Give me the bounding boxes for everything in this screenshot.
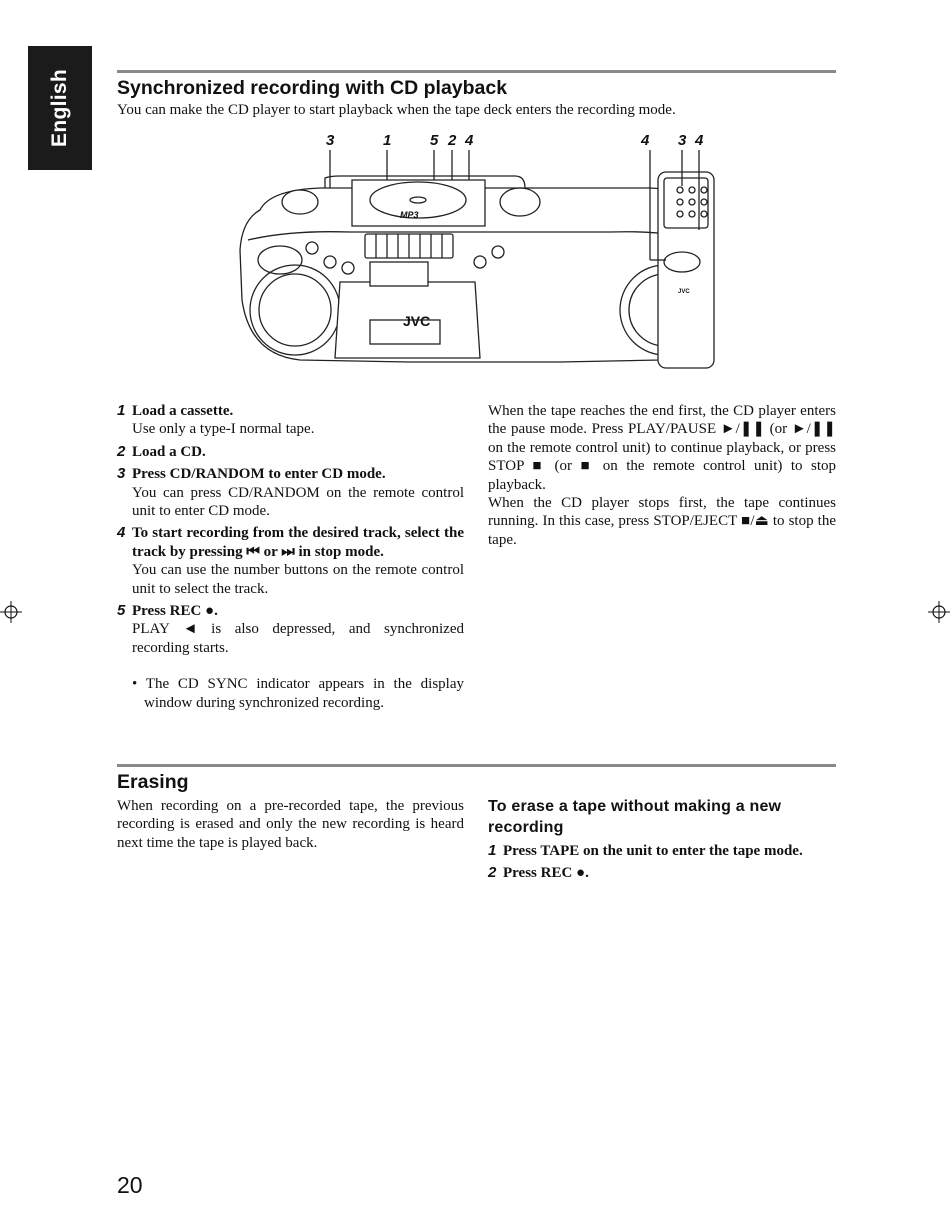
- section-divider-erasing: [117, 764, 836, 767]
- language-tab-label: English: [48, 69, 72, 147]
- mp3-label: MP3: [400, 210, 419, 220]
- steps-column: [117, 402, 464, 712]
- section-divider: [117, 70, 836, 73]
- registration-mark-right: [928, 601, 950, 623]
- callout-unit-3: 5: [430, 132, 439, 149]
- callout-remote-1: 4: [641, 132, 650, 149]
- callout-unit-4: 2: [448, 132, 457, 149]
- page-number: 20: [117, 1172, 143, 1198]
- boombox-and-remote-illustration: [230, 150, 730, 375]
- section-title-erasing: Erasing: [117, 771, 189, 793]
- erase-step-1: 1 Press TAPE on the unit to enter the tape mode.: [488, 842, 803, 859]
- cd-sync-note: • The CD SYNC indicator appears in the display window during synchronized recording.: [132, 676, 464, 711]
- tape-ends-first-paragraph: When the tape reaches the end first, the CD player enters the pause mode. Press PLAY/PAUSE ►/❚❚ (or ►/❚❚ on the remote control unit) to continue playback, or press STOP ■ (or ■ on the remote control unit) to stop playback.: [488, 403, 836, 493]
- registration-mark-left: [0, 601, 22, 623]
- erase-steps: [488, 842, 836, 887]
- step-5: 5 Press REC ●. PLAY ◄ is also depressed, and synchronized recording starts.: [117, 602, 464, 656]
- step-2: 2 Load a CD.: [117, 442, 206, 460]
- section-title-sync: Synchronized recording with CD playback: [117, 77, 508, 99]
- erasing-body: When recording on a pre-recorded tape, the previous recording is erased and only the new recording is heard next time the tape is played back.: [117, 798, 464, 851]
- right-column: [488, 402, 836, 549]
- cd-stops-first-paragraph: When the CD player stops first, the tape continues running. In this case, press STOP/EJECT ■/⏏ to stop the tape.: [488, 495, 836, 548]
- callout-remote-2: 3: [678, 132, 687, 149]
- step-1: 1 Load a cassette. Use only a type-I normal tape.: [117, 402, 315, 438]
- erase-step-2: 2 Press REC ●.: [488, 864, 589, 882]
- step-3: 3 Press CD/RANDOM to enter CD mode. You can press CD/RANDOM on the remote control unit to enter CD mode.: [117, 465, 464, 520]
- callout-remote-3: 4: [695, 132, 704, 149]
- step-4: 4 To start recording from the desired track, select the track by pressing ⏮ or ⏭ in stop mode. You can use the number buttons on the remote control unit to select the track.: [117, 524, 464, 597]
- callout-unit-2: 1: [383, 132, 392, 149]
- callout-unit-5: 4: [465, 132, 474, 149]
- callout-unit-1: 3: [326, 132, 335, 149]
- remote-logo: JVC: [678, 289, 690, 295]
- erase-subtitle: To erase a tape without making a new recording: [488, 798, 782, 836]
- language-tab: [28, 46, 92, 170]
- unit-logo: JVC: [403, 313, 431, 329]
- section-intro: You can make the CD player to start playback when the tape deck enters the recording mode.: [117, 102, 676, 118]
